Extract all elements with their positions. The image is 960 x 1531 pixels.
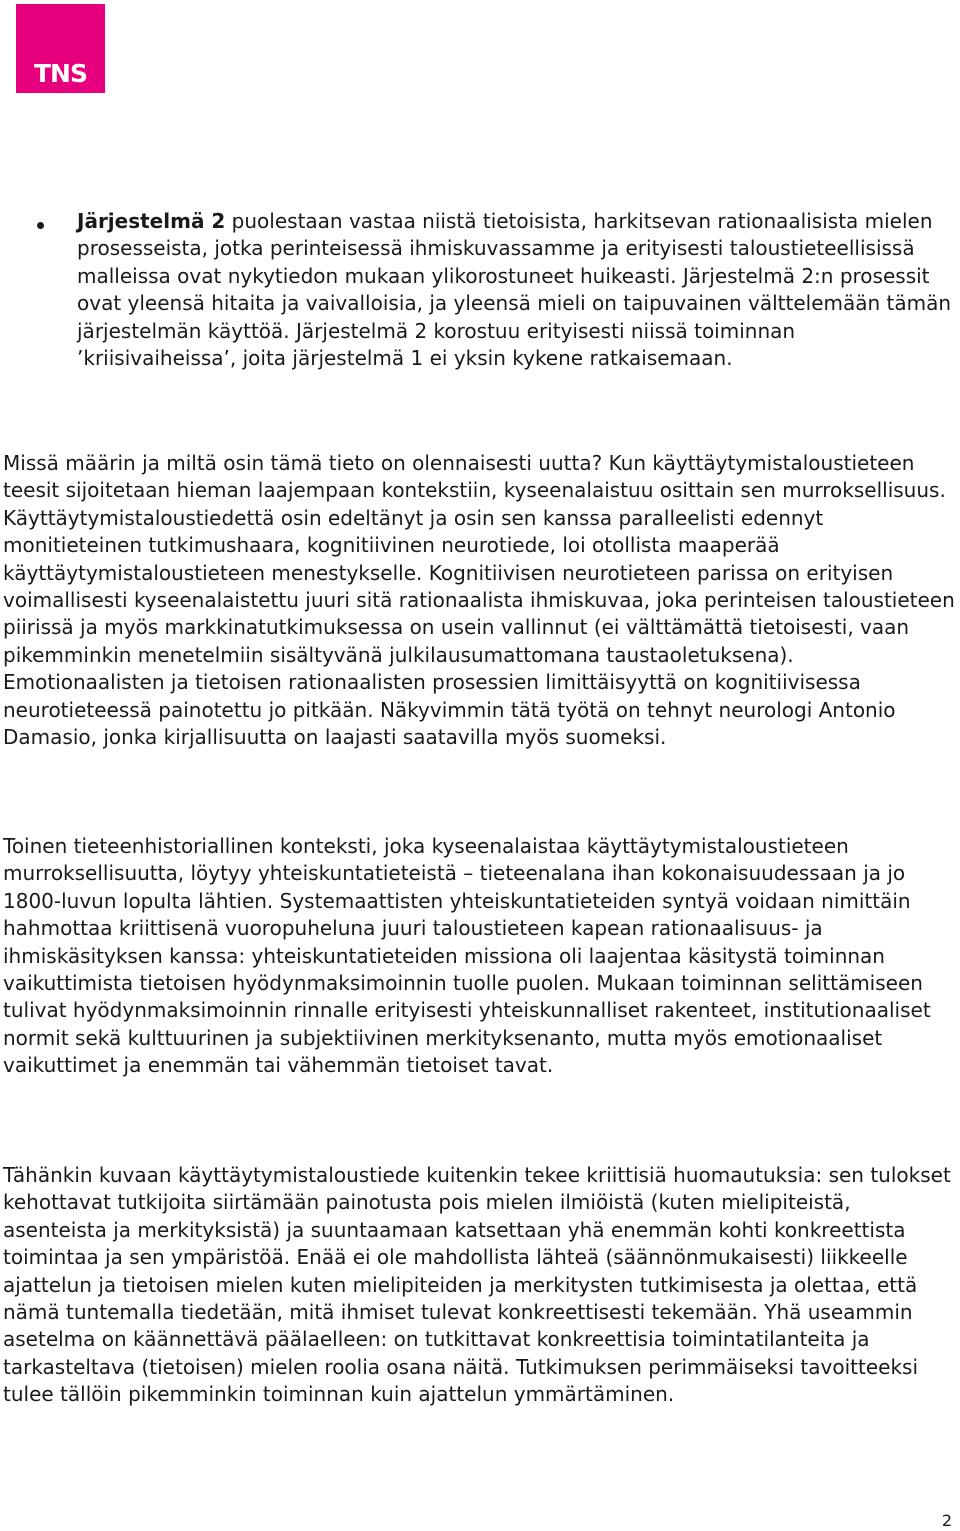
paragraph-2: Toinen tieteenhistoriallinen konteksti, joka kyseenalaistaa käyttäytymistaloustieteen murroksellisuutta, löytyy yhteiskuntatieteistä – tieteenalana ihan kokonaisuudessaan ja jo 1800-luvun lopulta lähtien. Systemaattisten yhteiskuntatieteiden syntyä voidaan nimittäin hahmottaa kriittisenä vuoropuheluna juuri taloustieteen kapean rationaalisuus- ja ihmiskäsityksen kanssa: yhteiskuntatieteiden missiona oli laajentaa käsitystä toiminnan vaikuttimista tietoisen hyödynmaksimoinnin tuolle puolen. Mukaan toiminnan selittämiseen tulivat hyödynmaksimoinnin rinnalle erityisesti yhteiskunnalliset rakenteet, institutionaaliset normit sekä kulttuurinen ja subjektiivinen merkityksenanto, mutta myös emotionaaliset vaikuttimet ja enemmän tai vähemmän tietoiset tavat. [3, 834, 931, 1078]
bullet-paragraph [77, 208, 960, 372]
bullet-body: puolestaan vastaa niistä tietoisista, harkitsevan rationaalisista mielen prosesseista, jotka perinteisessä ihmiskuvassamme ja erityisesti taloustieteellisissä malleissa ovat nykytiedon mukaan ylikorostuneet huikeasti. Järjestelmä 2:n prosessit ovat yleensä hitaita ja vaivalloisia, ja yleensä mieli on taipuvainen välttelemään tämän järjestelmän käyttöä. Järjestelmä 2 korostuu erityisesti niissä toiminnan ’kriisivaiheissa’, joita järjestelmä 1 ei yksin kykene ratkaisemaan. [77, 209, 952, 371]
tns-logo [16, 4, 105, 93]
logo-text: TNS [34, 59, 87, 88]
paragraph-3: Tähänkin kuvaan käyttäytymistaloustiede kuitenkin tekee kriittisiä huomautuksia: sen tulokset kehottavat tutkijoita siirtämään painotusta pois mielen ilmiöistä (kuten mielipiteistä, asenteista ja merkityksistä) ja suuntaamaan katsettaan yhä enemmän kohti konkreettista toimintaa ja sen ympäristöä. Enää ei ole mahdollista lähteä (säännönmukaisesti) liikkeelle ajattelun ja tietoisen mielen kuten mielipiteiden ja merkitysten tutkimisesta ja olettaa, että nämä tuntemalla tiedetään, mitä ihmiset tulevat konkreettisesti tekemään. Yhä useammin asetelma on käännettävä päälaelleen: on tutkittavat konkreettisia toimintatilanteita ja tarkasteltava (tietoisen) mielen roolia osana näitä. Tutkimuksen perimmäiseksi tavoitteeksi tulee tällöin pikemminkin toiminnan kuin ajattelun ymmärtäminen. [3, 1163, 951, 1407]
page-number: 2 [941, 1511, 952, 1530]
bullet-bold-lead: Järjestelmä 2 [77, 209, 226, 233]
paragraph-1: Missä määrin ja miltä osin tämä tieto on olennaisesti uutta? Kun käyttäytymistaloustieteen teesit sijoitetaan hieman laajempaan kontekstiin, kyseenalaistuu osittain sen murroksellisuus. Käyttäytymistaloustiedettä osin edeltänyt ja osin sen kanssa paralleelisti edennyt monitieteinen tutkimushaara, kognitiivinen neurotiede, loi otollista maaperää käyttäytymistaloustieteen menestykselle. Kognitiivisen neurotieteen parissa on erityisen voimallisesti kyseenalaistettu juuri sitä rationaalista ihmiskuvaa, joka perinteisen taloustieteen piirissä ja myös markkinatutkimuksessa on usein vallinnut (ei välttämättä tietoisesti, vaan pikemminkin menetelmiin sisältyvänä julkilausumattomana taustaoletuksena). Emotionaalisten ja tietoisen rationaalisten prosessien limittäisyyttä on kognitiivisessa neurotieteessä painotettu jo pitkään. Näkyvimmin tätä työtä on tehnyt neurologi Antonio Damasio, jonka kirjallisuutta on laajasti saatavilla myös suomeksi. [3, 451, 955, 750]
bullet-dot-icon [37, 222, 44, 229]
